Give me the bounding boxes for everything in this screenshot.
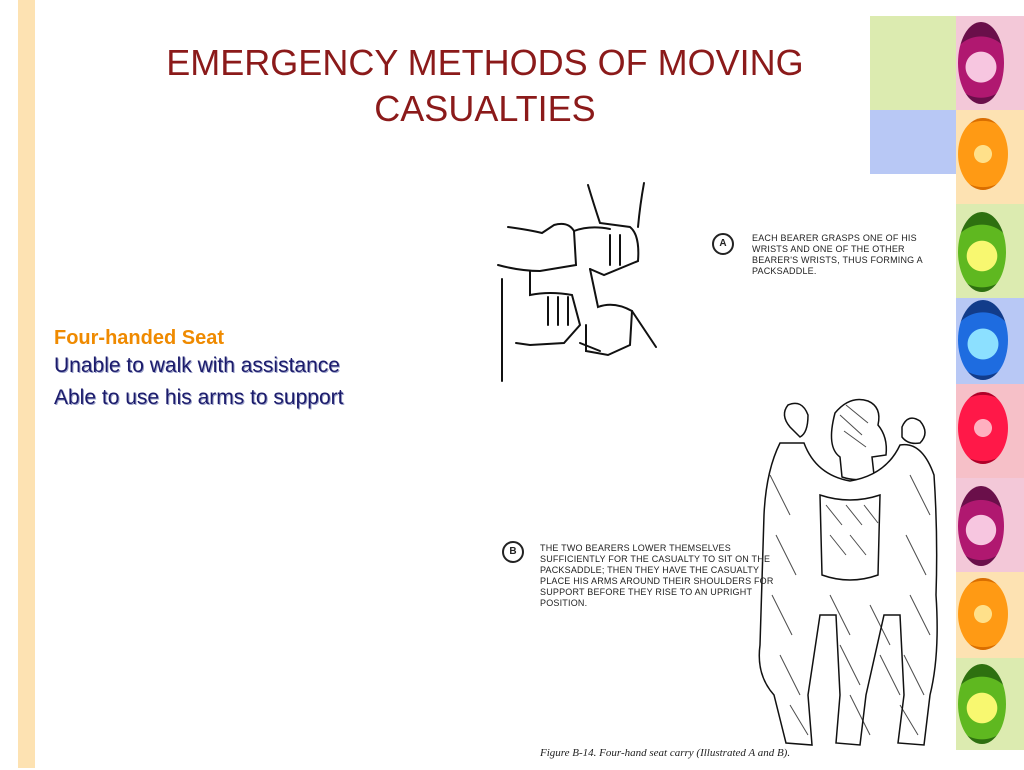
interlocked-hands-drawing	[498, 183, 656, 381]
tile-blue	[870, 110, 956, 174]
bullet-line-1: Unable to walk with assistance	[54, 354, 340, 377]
bullet-heading: Four-handed Seat	[54, 327, 225, 349]
orange-icon	[958, 118, 1008, 190]
apple-icon	[958, 22, 1004, 104]
orange-icon	[958, 578, 1008, 650]
red-orange-icon	[958, 392, 1008, 464]
green-apple-icon	[958, 664, 1006, 744]
bullet-list	[54, 326, 434, 414]
caption-b: THE TWO BEARERS LOWER THEMSELVES SUFFICIENTLY FOR THE CASUALTY TO SIT ON THE PACKSADDLE; THEN THEY HAVE THE CASUALTY PLACE HIS ARMS AROUND THEIR SHOULDERS FOR SUPPORT BEFORE THEY RISE TO AN UPRIGHT POSITION.	[540, 543, 774, 608]
left-accent-bar	[18, 0, 35, 768]
blue-apple-icon	[958, 300, 1008, 380]
tile-green	[870, 16, 956, 110]
caption-a: EACH BEARER GRASPS ONE OF HIS WRISTS AND ONE OF THE OTHER BEARER'S WRISTS, THUS FORMING A PACKSADDLE.	[752, 233, 923, 276]
four-hand-seat-figure	[490, 175, 950, 765]
figure-caption: Figure B-14. Four-hand seat carry (Illustrated A and B).	[540, 747, 791, 759]
apple-icon	[958, 486, 1004, 566]
badge-a: A	[712, 233, 734, 255]
slide-title: EMERGENCY METHODS OF MOVING CASUALTIES	[166, 42, 804, 129]
bullet-line-2: Able to use his arms to support	[54, 386, 344, 409]
green-apple-icon	[958, 212, 1006, 292]
badge-b: B	[502, 541, 524, 563]
soldiers-carry-drawing	[759, 400, 937, 746]
